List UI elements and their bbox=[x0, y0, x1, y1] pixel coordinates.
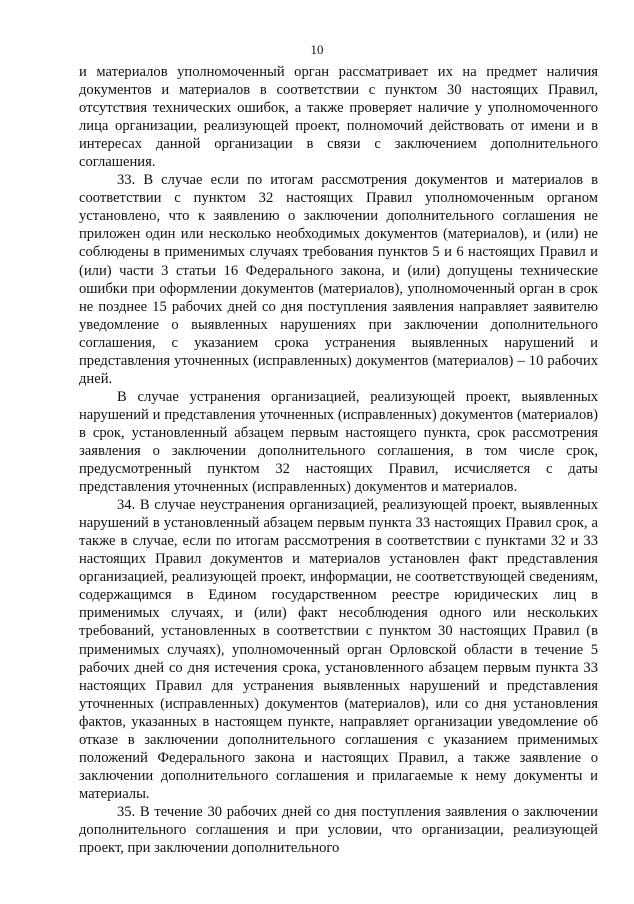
paragraph-continuation: и материалов уполномоченный орган рассматривает их на предмет наличия документов и материалов в соответствии с пунктом 30 настоящих Правил, отсутствия технических ошибок, а также проверяет наличие у уполномоченного лица организации, реализующей проект, полномочий действовать от имени и в интересах данной организации в связи с заключением дополнительного соглашения. bbox=[79, 64, 598, 171]
paragraph-item-34: 34. В случае неустранения организацией, реализующей проект, выявленных нарушений в установленный абзацем первым пункта 33 настоящих Правил срок, а также в случае, если по итогам рассмотрения в соответствии с пунктами 32 и 33 настоящих Правил документов и материалов установлен факт представления организацией, реализующей проект, информации, не соответствующей сведениям, содержащимся в Едином государственном реестре юридических лиц в применимых случаях, и (или) факт несоблюдения одного или нескольких требований, установленных в соответствии с пунктом 30 настоящих Правил (в применимых случаях), уполномоченный орган Орловской области в течение 5 рабочих дней со дня истечения срока, установленного абзацем первым пункта 33 настоящих Правил для устранения выявленных нарушений и представления уточненных (исправленных) документов (материалов), или со дня установления фактов, указанных в настоящем пункте, направляет организации уведомление об отказе в заключении дополнительного соглашения с указанием применимых положений Федерального закона и настоящих Правил, а также заявление о заключении дополнительного соглашения и прилагаемые к нему документы и материалы. bbox=[79, 497, 598, 802]
paragraph-item-33-second: В случае устранения организацией, реализующей проект, выявленных нарушений и представления уточненных (исправленных) документов (материалов) в срок, установленный абзацем первым настоящего пункта, срок рассмотрения заявления о заключении дополнительного соглашения, в том числе срок, предусмотренный пунктом 32 настоящих Правил, исчисляется с даты представления уточненных (исправленных) документов и материалов. bbox=[79, 388, 598, 496]
paragraph-item-33: 33. В случае если по итогам рассмотрения документов и материалов в соответствии с пунктом 32 настоящих Правил уполномоченным органом установлено, что к заявлению о заключении дополнительного соглашения не приложен один или несколько необходимых документов (материалов), и (или) не соблюдены в применимых случаях требования пунктов 5 и 6 настоящих Правил и (или) части 3 статьи 16 Федерального закона, и (или) допущены технические ошибки при оформлении документов (материалов), уполномоченный орган в срок не позднее 15 рабочих дней со дня поступления заявления направляет заявителю уведомление о выявленных нарушениях при заключении дополнительного соглашения, с указанием срока устранения выявленных нарушений и представления уточненных (исправленных) документов (материалов) – 10 рабочих дней. bbox=[79, 172, 598, 387]
document-body bbox=[79, 63, 598, 857]
page-number: 10 bbox=[310, 42, 324, 57]
paragraph-item-35: 35. В течение 30 рабочих дней со дня поступления заявления о заключении дополнительного соглашения и при условии, что организации, реализующей проект, при заключении дополнительного bbox=[79, 803, 598, 857]
